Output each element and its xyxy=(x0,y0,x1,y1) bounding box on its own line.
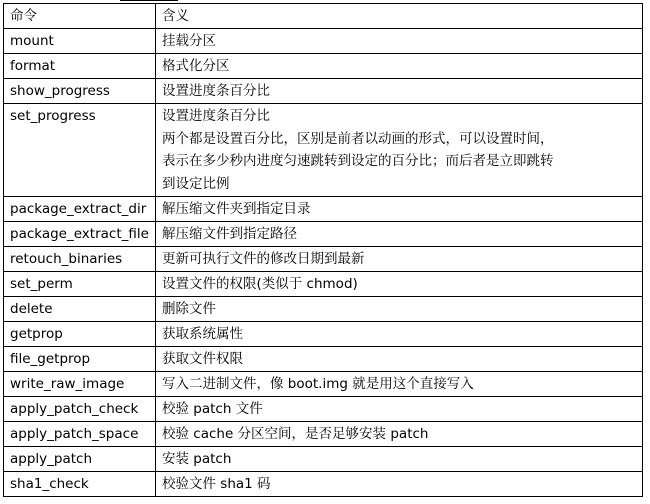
command-cell: apply_patch_check xyxy=(4,397,156,422)
command-cell: mount xyxy=(4,29,156,54)
meaning-line: 到设定比例 xyxy=(162,175,230,192)
header-command: 命令 xyxy=(4,4,156,29)
command-cell: delete xyxy=(4,297,156,322)
meaning-line: 校验 cache 分区空间，是否足够安装 patch xyxy=(162,426,429,442)
meaning-line: 设置文件的权限(类似于 chmod) xyxy=(162,276,358,292)
meaning-line: 校验文件 sha1 码 xyxy=(162,476,271,492)
command-cell: show_progress xyxy=(4,79,156,104)
command-cell: format xyxy=(4,54,156,79)
command-cell: apply_patch xyxy=(4,447,156,472)
meaning-cell xyxy=(156,54,643,79)
table-row xyxy=(4,347,643,372)
meaning-line: 解压缩文件夹到指定目录 xyxy=(162,201,311,217)
meaning-cell xyxy=(156,422,643,447)
table-row xyxy=(4,197,643,222)
meaning-cell xyxy=(156,472,643,497)
header-meaning: 含义 xyxy=(156,4,643,29)
command-cell: getprop xyxy=(4,322,156,347)
table-header-row xyxy=(4,4,643,29)
command-cell: set_progress xyxy=(4,104,156,197)
meaning-cell xyxy=(156,322,643,347)
command-cell: package_extract_dir xyxy=(4,197,156,222)
table-row xyxy=(4,322,643,347)
meaning-cell xyxy=(156,347,643,372)
meaning-line: 格式化分区 xyxy=(162,58,230,74)
command-cell: write_raw_image xyxy=(4,372,156,397)
table-row xyxy=(4,297,643,322)
meaning-line: 获取文件权限 xyxy=(162,351,243,367)
table-row xyxy=(4,54,643,79)
table-row xyxy=(4,372,643,397)
table-row xyxy=(4,247,643,272)
meaning-cell xyxy=(156,197,643,222)
table-row xyxy=(4,272,643,297)
meaning-line: 设置进度条百分比 xyxy=(162,83,270,99)
table-row xyxy=(4,422,643,447)
meaning-cell xyxy=(156,297,643,322)
table-row xyxy=(4,397,643,422)
meaning-line: 写入二进制文件，像 boot.img 就是用这个直接写入 xyxy=(162,376,474,392)
meaning-cell xyxy=(156,222,643,247)
table-row xyxy=(4,104,643,197)
table-row xyxy=(4,79,643,104)
meaning-cell xyxy=(156,272,643,297)
meaning-cell xyxy=(156,447,643,472)
meaning-cell xyxy=(156,104,643,197)
table-row xyxy=(4,222,643,247)
meaning-line: 更新可执行文件的修改日期到最新 xyxy=(162,251,365,267)
table-row xyxy=(4,29,643,54)
meaning-line: 表示在多少秒内进度匀速跳转到设定的百分比；而后者是立即跳转 xyxy=(162,153,554,169)
command-cell: set_perm xyxy=(4,272,156,297)
meaning-line: 删除文件 xyxy=(162,301,216,317)
meaning-line: 两个都是设置百分比，区别是前者以动画的形式，可以设置时间， xyxy=(162,130,554,147)
meaning-line: 校验 patch 文件 xyxy=(162,401,263,417)
meaning-line: 解压缩文件到指定路径 xyxy=(162,226,297,242)
table-header xyxy=(4,4,643,29)
meaning-cell xyxy=(156,79,643,104)
meaning-cell xyxy=(156,372,643,397)
command-cell: retouch_binaries xyxy=(4,247,156,272)
command-cell: sha1_check xyxy=(4,472,156,497)
meaning-line: 挂载分区 xyxy=(162,33,216,49)
table-body xyxy=(4,29,643,497)
command-cell: apply_patch_space xyxy=(4,422,156,447)
meaning-line: 安装 patch xyxy=(162,451,232,467)
command-table xyxy=(3,3,643,497)
table-row xyxy=(4,447,643,472)
meaning-cell xyxy=(156,29,643,54)
command-cell: package_extract_file xyxy=(4,222,156,247)
meaning-line: 设置进度条百分比 xyxy=(162,108,270,124)
meaning-line: 获取系统属性 xyxy=(162,326,243,342)
meaning-cell xyxy=(156,247,643,272)
meaning-cell xyxy=(156,397,643,422)
table-row xyxy=(4,472,643,497)
page-top-rule xyxy=(120,0,178,1)
command-cell: file_getprop xyxy=(4,347,156,372)
